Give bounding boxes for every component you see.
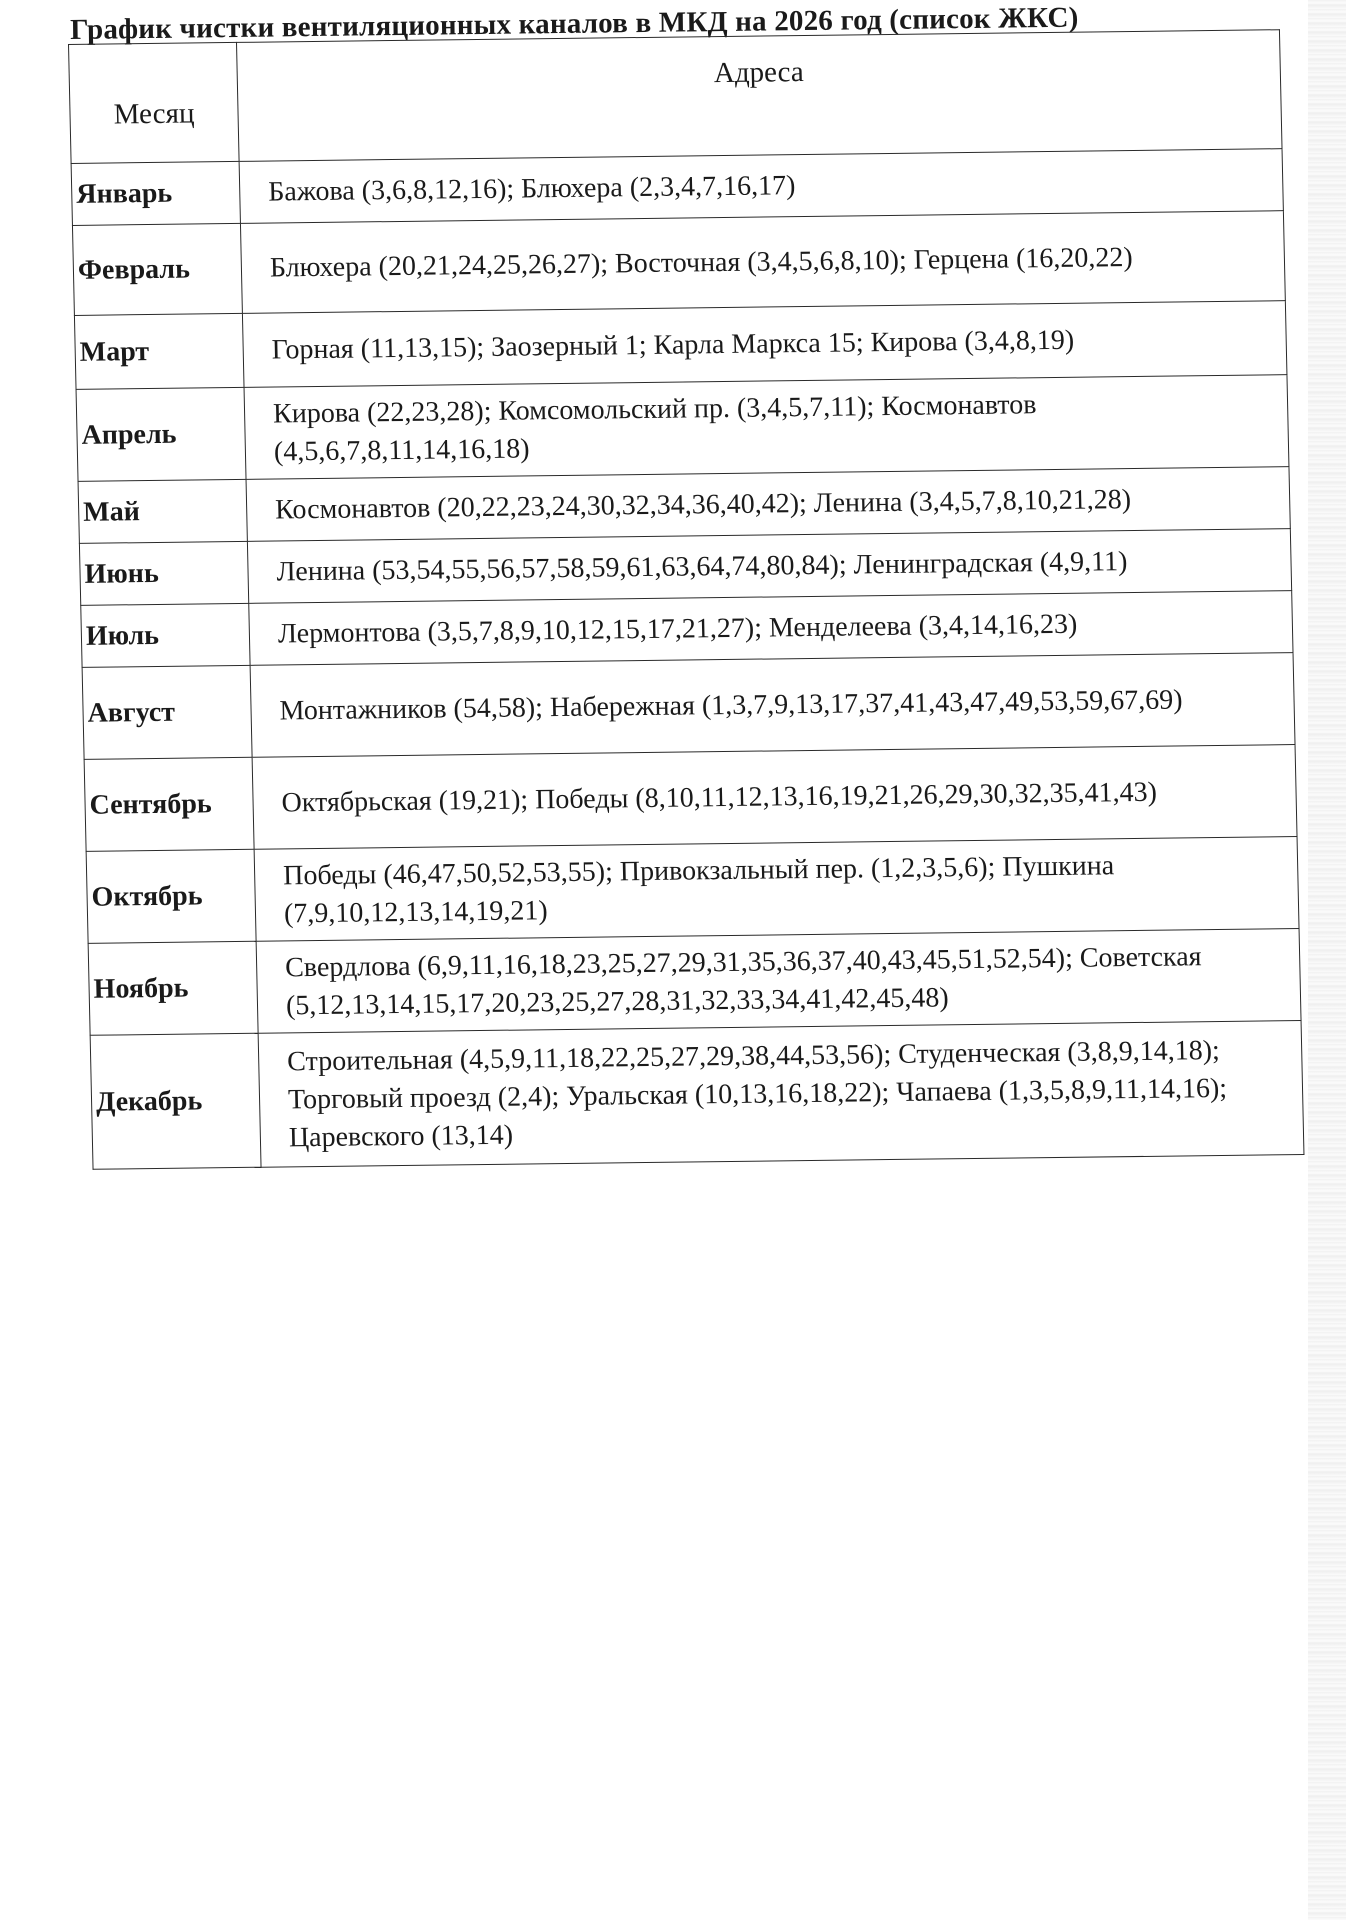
month-cell: Март: [74, 313, 244, 389]
addresses-cell: Космонавтов (20,22,23,24,30,32,34,36,40,42); Ленина (3,4,5,7,8,10,21,28): [246, 467, 1290, 542]
addresses-cell: Лермонтова (3,5,7,8,9,10,12,15,17,21,27); Менделеева (3,4,14,16,23): [249, 591, 1293, 666]
addresses-cell: Строительная (4,5,9,11,18,22,25,27,29,38,44,53,56); Студенческая (3,8,9,14,18); Торговый проезд (2,4); Уральская (10,13,16,18,22); Чапаева (1,3,5,8,9,11,14,16); Царевского (13,14): [258, 1021, 1304, 1168]
month-cell: Декабрь: [90, 1033, 261, 1169]
addresses-cell: Бажова (3,6,8,12,16); Блюхера (2,3,4,7,16,17): [239, 149, 1283, 224]
addresses-cell: Кирова (22,23,28); Комсомольский пр. (3,4,5,7,11); Космонавтов (4,5,6,7,8,11,14,16,18): [244, 375, 1289, 480]
month-cell: Июнь: [79, 541, 248, 605]
addresses-cell: Блюхера (20,21,24,25,26,27); Восточная (3,4,5,6,8,10); Герцена (16,20,22): [240, 211, 1285, 314]
month-cell: Ноябрь: [88, 941, 258, 1035]
month-cell: Январь: [71, 161, 240, 225]
month-cell: Май: [78, 479, 247, 543]
month-cell: Сентябрь: [84, 757, 254, 851]
header-addresses: Адреса: [236, 30, 1282, 162]
table-row: [84, 745, 1297, 852]
schedule-sheet: [68, 29, 1304, 1170]
month-cell: Август: [82, 665, 252, 759]
table-row: [72, 211, 1285, 316]
table-row: [76, 375, 1289, 482]
addresses-cell: Ленина (53,54,55,56,57,58,59,61,63,64,74,80,84); Ленинградская (4,9,11): [247, 529, 1291, 604]
month-cell: Февраль: [72, 223, 242, 315]
month-cell: Апрель: [76, 387, 246, 481]
addresses-cell: Октябрьская (19,21); Победы (8,10,11,12,13,16,19,21,26,29,30,32,35,41,43): [252, 745, 1297, 850]
table-header-row: [69, 30, 1283, 164]
month-cell: Октябрь: [86, 849, 256, 943]
scan-edge-artifact: [1308, 0, 1346, 1920]
header-month: Месяц: [69, 42, 240, 163]
document-title: График чистки вентиляционных каналов в МКД на 2026 год (список ЖКС): [70, 1, 1079, 46]
table-row: [88, 929, 1301, 1036]
month-cell: Июль: [81, 603, 250, 667]
addresses-cell: Горная (11,13,15); Заозерный 1; Карла Маркса 15; Кирова (3,4,8,19): [242, 301, 1287, 388]
table-row: [90, 1021, 1304, 1170]
table-row: [82, 653, 1295, 760]
addresses-cell: Монтажников (54,58); Набережная (1,3,7,9,13,17,37,41,43,47,49,53,59,67,69): [250, 653, 1295, 758]
addresses-cell: Свердлова (6,9,11,16,18,23,25,27,29,31,35,36,37,40,43,45,51,52,54); Советская (5,12,13,14,15,17,20,23,25,27,28,31,32,33,34,41,42,45,48): [256, 929, 1301, 1034]
table-row: [86, 837, 1299, 944]
addresses-cell: Победы (46,47,50,52,53,55); Привокзальный пер. (1,2,3,5,6); Пушкина (7,9,10,12,13,14,19,21): [254, 837, 1299, 942]
schedule-table: [68, 29, 1304, 1170]
